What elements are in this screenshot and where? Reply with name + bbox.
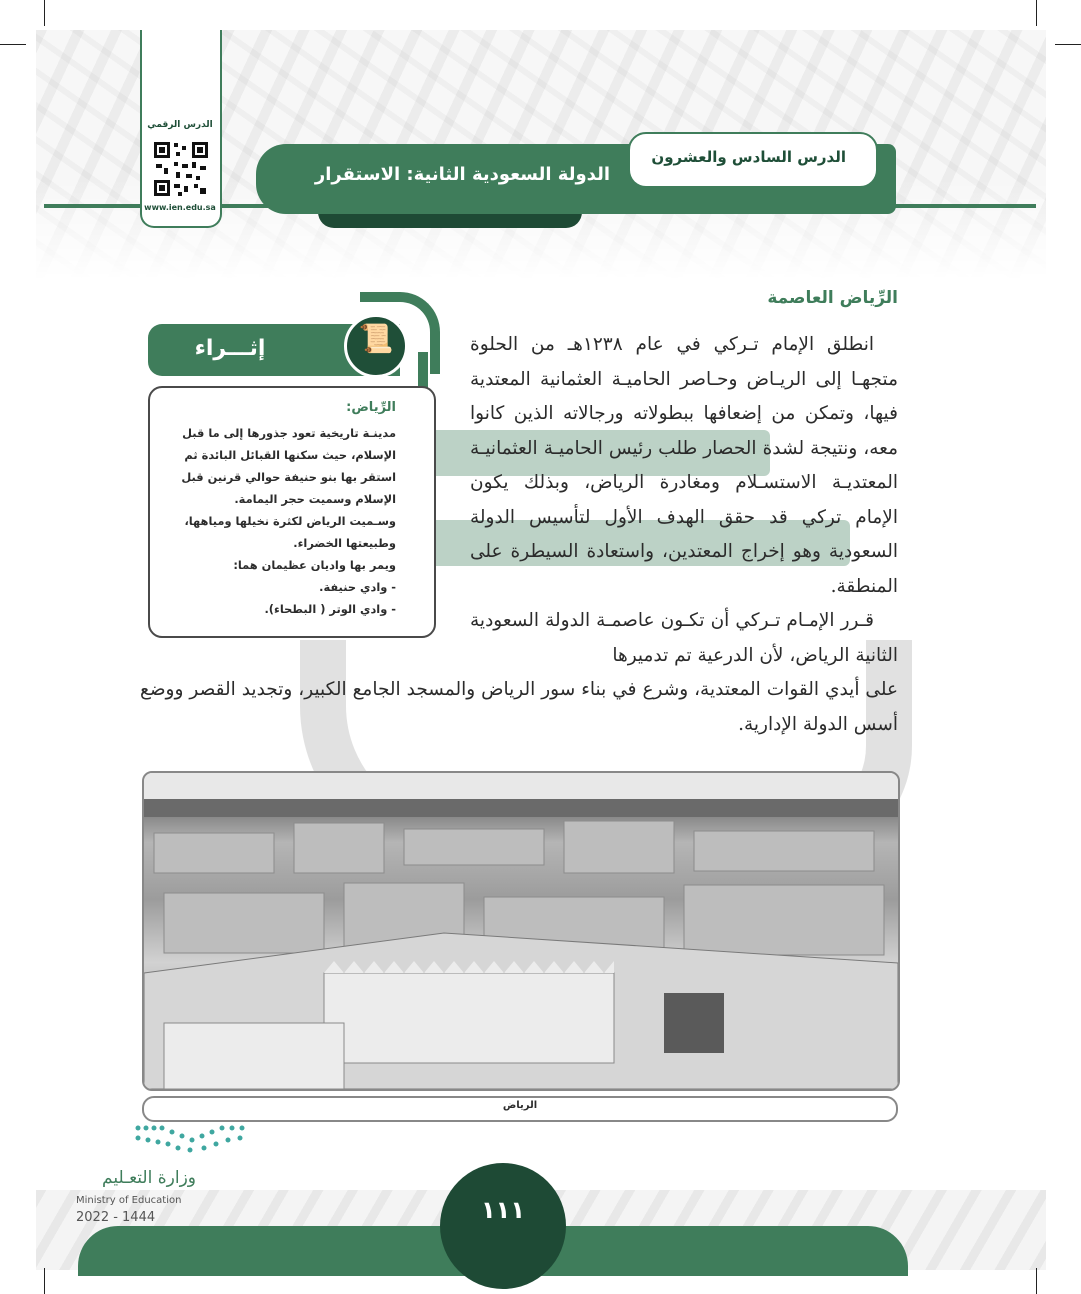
lesson-title: الدولة السعودية الثانية: الاستقرار bbox=[314, 164, 610, 185]
paragraph-3: على أيدي القوات المعتدية، وشرع في بناء سور الرياض والمسجد الجامع الكبير، وتجديد القصر ووضع أسس الدولة الإدارية. bbox=[140, 679, 898, 735]
enrichment-line: - وادي الوتر ( البطحاء). bbox=[264, 602, 396, 616]
page-number-badge bbox=[440, 1163, 566, 1289]
crop-mark bbox=[44, 0, 45, 26]
qr-code-icon[interactable] bbox=[152, 140, 210, 198]
enrichment-title: الرِّياض: bbox=[346, 400, 396, 415]
enrichment-text bbox=[158, 422, 396, 620]
photo-caption: الرياض bbox=[502, 1100, 538, 1111]
enrichment-label: إثـــراء bbox=[194, 336, 266, 361]
enrichment-line: - وادي حنيفة. bbox=[319, 580, 396, 594]
crop-mark bbox=[1055, 44, 1081, 45]
scroll-icon: 📜 bbox=[358, 322, 394, 355]
paragraph-2: قـرر الإمـام تـركي أن تكـون عاصمـة الدولة السعودية الثانية الرياض، لأن الدرعية تم تدميرها bbox=[470, 610, 898, 666]
enrichment-line: وسـميت الرياض لكثرة نخيلها ومياهها، وطبيعتها الخضراء. bbox=[184, 514, 396, 550]
page-number: ١١١ bbox=[481, 1196, 525, 1224]
ministry-name-english: Ministry of Education bbox=[76, 1195, 182, 1206]
crop-mark bbox=[0, 44, 26, 45]
section-heading: الرِّياض العاصمة bbox=[767, 288, 898, 308]
enrichment-line: ويمر بها واديان عظيمان هما: bbox=[233, 558, 396, 572]
crop-mark bbox=[1036, 0, 1037, 26]
qr-url[interactable]: www.ien.edu.sa bbox=[144, 203, 216, 212]
lesson-number-label: الدرس السادس والعشرون bbox=[651, 148, 846, 166]
crop-mark bbox=[44, 1268, 45, 1294]
paragraph-1: انطلق الإمام تـركي في عام ١٢٣٨هـ من الحلوة متجهـا إلى الريـاض وحـاصر الحاميـة العثمانية المعتدية فيها، وتمكن من إضعافها ببطولاته ورجالاته الذين كانوا معه، ونتيجة لشدة الحصار طلب رئيس الحاميـة العثمانيـة المعتديـة الاستسـلام ومغادرة الرياض، وبذلك يكون الإمام تركي قد حقق الهدف الأول لتأسيس الدولة السعودية وهو إخراج المعتدين، واستعادة السيطرة على المنطقة. bbox=[470, 334, 898, 597]
qr-label: الدرس الرقمي bbox=[147, 120, 213, 130]
crop-mark bbox=[1036, 1268, 1037, 1294]
edition-year: 2022 - 1444 bbox=[76, 1210, 156, 1225]
riyadh-photo-illustration bbox=[144, 773, 898, 1089]
ministry-name-arabic: وزارة التعـليم bbox=[102, 1168, 196, 1188]
riyadh-photo bbox=[142, 771, 900, 1091]
enrichment-line: مدينـة تاريخية تعود جذورها إلى ما قبل الإسلام، حيث سكنها القبائل البائدة ثم استقر بها بنو حنيفة حوالي قرنين قبل الإسلام وسميت حجر اليمامة. bbox=[181, 426, 396, 506]
ministry-logo-icon bbox=[132, 1122, 252, 1156]
